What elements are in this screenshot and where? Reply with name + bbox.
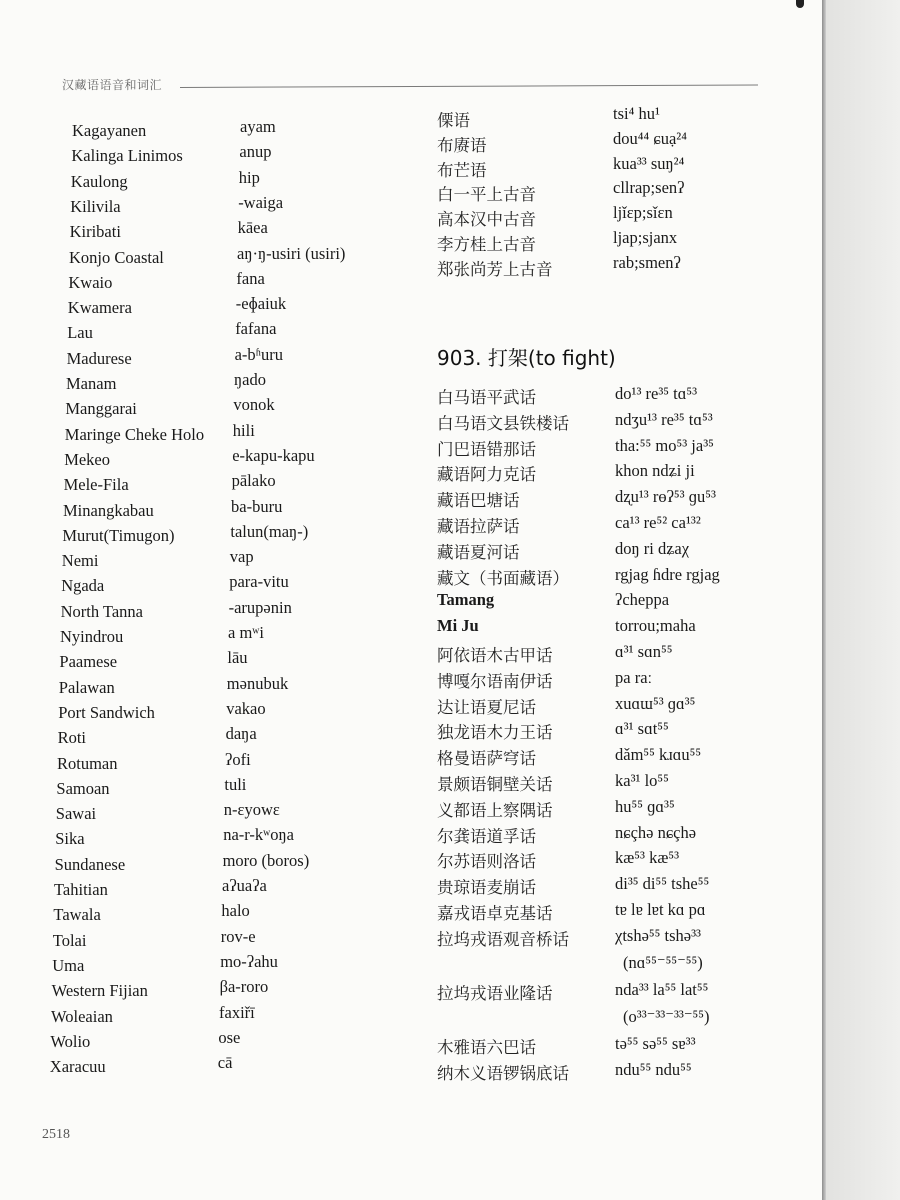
language-name-zh: 白马语文县铁楼话 [437, 413, 569, 433]
language-name: Mele-Fila [63, 475, 129, 495]
language-name-zh: 独龙语木力王话 [437, 723, 553, 743]
word-form: a mʷi [228, 623, 264, 642]
word-form: -arupənin [228, 597, 292, 617]
language-name: Tolai [52, 930, 87, 950]
word-form: dou⁴⁴ ɕuạ²⁴ [613, 128, 687, 148]
language-name: Konjo Coastal [69, 247, 164, 267]
word-form: ɑ³¹ sɑt⁵⁵ [615, 719, 669, 739]
language-name-zh: 纳木义语锣锅底话 [437, 1063, 569, 1083]
word-form: doŋ ri dʑaχ [615, 538, 690, 558]
word-form: para-vitu [229, 572, 289, 592]
word-form: khon ndʑi ji [615, 461, 695, 481]
language-name: Lau [67, 323, 93, 343]
language-name-zh: Tamang [437, 590, 495, 610]
language-name-zh: 尔龚语道孚话 [437, 826, 536, 846]
language-name-zh: Mi Ju [437, 616, 479, 636]
page-number: 2518 [42, 1127, 70, 1142]
word-form: ʔofi [225, 749, 251, 769]
language-name: Kalinga Linimos [71, 146, 183, 166]
word-form: tha:⁵⁵ mo⁵³ ja³⁵ [615, 435, 714, 455]
word-form: tuli [224, 774, 247, 794]
language-name: Roti [57, 728, 87, 748]
word-form: ŋado [234, 370, 266, 389]
word-form: βa-roro [219, 977, 269, 997]
language-name-zh: 傈语 [437, 111, 470, 130]
word-form: ca¹³ re⁵² ca¹³² [615, 513, 701, 532]
language-name: Xaracuu [49, 1057, 106, 1077]
word-form: rab;smenʔ [613, 252, 681, 272]
language-name-zh: 博嘎尔语南伊话 [437, 671, 553, 691]
word-form: kua³³ suŋ²⁴ [613, 153, 685, 173]
word-form: rgjag ɦdre rgjag [615, 564, 720, 584]
word-form: kāea [237, 218, 268, 238]
language-name: Mekeo [64, 449, 111, 469]
language-name: Uma [52, 955, 85, 975]
language-name-zh: 布芒语 [437, 160, 487, 180]
word-form: e-kapu-kapu [232, 445, 315, 465]
language-name: Manggarai [65, 399, 137, 419]
word-form: dǎm⁵⁵ kɹɑu⁵⁵ [615, 745, 702, 765]
word-form: ba-buru [231, 496, 283, 516]
word-form: ɑ³¹ sɑn⁵⁵ [615, 642, 673, 661]
language-name-zh: 景颇语铜壁关话 [437, 775, 553, 794]
running-header: 汉藏语语音和词汇 [62, 78, 163, 92]
language-name-zh: 藏语拉萨话 [437, 517, 520, 536]
word-form: dʐu¹³ rɵʔ⁵³ ɡu⁵³ [615, 487, 716, 507]
word-form: rov-e [220, 926, 256, 946]
language-name-zh: 尔苏语则洛话 [437, 852, 536, 872]
language-name: Western Fijian [51, 981, 148, 1001]
language-name: Kagayanen [72, 121, 147, 140]
language-name: Palawan [58, 677, 115, 697]
language-name-zh: 藏文（书面藏语） [437, 568, 569, 588]
word-form: fafana [235, 319, 277, 339]
language-name-zh: 贵琼语麦崩话 [437, 878, 536, 898]
language-name: Port Sandwich [58, 702, 155, 722]
language-name-zh: 阿依语木古甲话 [437, 646, 553, 665]
word-form: hip [238, 167, 260, 187]
language-name-zh: 拉坞戎语业隆话 [437, 983, 553, 1003]
word-form: fana [236, 268, 265, 288]
word-form: halo [221, 901, 250, 921]
word-form: aʔuaʔa [222, 876, 267, 895]
header-rule [180, 84, 758, 88]
language-name-zh: 嘉戎语卓克基话 [437, 904, 553, 923]
word-form: nda³³ la⁵⁵ lat⁵⁵ [615, 979, 709, 999]
language-name-zh: 郑张尚芳上古音 [437, 259, 553, 279]
word-form: daŋa [225, 724, 257, 744]
word-form: vap [229, 547, 254, 567]
word-form: xuɑɯ⁵³ ɡɑ³⁵ [615, 693, 696, 713]
language-name: Kilivila [70, 196, 121, 216]
language-name: Minangkabau [63, 500, 154, 520]
language-name: Nemi [61, 551, 99, 571]
word-form: tɐ lɐ lɐt kɑ pɑ [615, 900, 706, 919]
language-name-zh: 格曼语萨穹话 [437, 749, 536, 769]
language-name: Murut(Timugon) [62, 525, 175, 545]
word-form: χtshə⁵⁵ tshə³³ [615, 925, 702, 945]
language-name-zh: 拉坞戎语观音桥话 [437, 929, 569, 949]
language-name-zh: 藏语夏河话 [437, 542, 520, 562]
language-name: Wolio [50, 1031, 91, 1051]
word-form: cā [217, 1053, 233, 1073]
language-name: Kwamera [67, 298, 132, 318]
language-name: Paamese [59, 652, 118, 672]
word-form: -waiga [238, 192, 284, 212]
section-title: 903. 打架(to fight) [437, 346, 616, 370]
word-form: ljap;sjanx [613, 228, 678, 247]
word-form: di³⁵ di⁵⁵ tshe⁵⁵ [615, 874, 710, 894]
word-form: moro (boros) [222, 850, 310, 870]
language-name: Sundanese [54, 854, 126, 874]
word-form: vonok [233, 395, 275, 415]
word-form: ljǐɛp;sǐɛn [613, 203, 673, 223]
word-form: aŋ·ŋ-usiri (usiri) [237, 243, 346, 263]
language-name-zh: 白马语平武话 [437, 388, 536, 407]
word-form: -eɸaiuk [235, 294, 287, 314]
language-name: Kiribati [69, 222, 121, 242]
word-form: hili [232, 420, 255, 440]
word-form: ʔcheppa [615, 590, 670, 610]
language-name-zh: 布赓语 [437, 135, 487, 155]
word-form: torrou;maha [615, 616, 696, 636]
word-form: ndʒu¹³ re³⁵ tɑ⁵³ [615, 409, 713, 429]
word-form: kæ⁵³ kæ⁵³ [615, 848, 680, 868]
language-name-zh: 白一平上古音 [437, 185, 536, 205]
word-form: nɕçhə nɕçhə [615, 822, 697, 842]
language-name: Woleaian [51, 1006, 113, 1026]
word-form: hu⁵⁵ ɡɑ³⁵ [615, 796, 675, 816]
language-name-zh: 门巴语错那话 [437, 439, 536, 459]
word-form: pa raː [615, 667, 653, 687]
language-name: Sawai [55, 804, 97, 824]
word-form: a-bʱuru [234, 344, 283, 364]
word-form: na-r-kʷoŋa [223, 825, 294, 845]
page-corner-mark [796, 0, 804, 8]
language-name-zh: 达让语夏尼话 [437, 697, 536, 717]
word-form: talun(maŋ-) [230, 521, 309, 541]
language-name: Tahitian [54, 880, 108, 899]
word-form-extra: (o³³⁻³³⁻³³⁻⁵⁵) [623, 1006, 710, 1026]
language-name: North Tanna [60, 601, 143, 621]
language-name: Ngada [61, 576, 105, 596]
language-name: Sika [55, 829, 85, 849]
word-form: mo-ʔahu [220, 951, 278, 971]
word-form: cllrap;senʔ [613, 178, 685, 198]
word-form: tə⁵⁵ sə⁵⁵ sɐ³³ [615, 1033, 696, 1053]
language-name-zh: 高本汉中古音 [437, 210, 536, 230]
language-name: Tawala [53, 905, 101, 925]
language-name-zh: 藏语阿力克话 [437, 465, 536, 485]
word-form: lāu [227, 648, 248, 668]
language-name: Kwaio [68, 272, 113, 292]
word-form: ndu⁵⁵ ndu⁵⁵ [615, 1059, 692, 1079]
word-form: vakao [226, 698, 266, 718]
language-name-zh: 李方桂上古音 [437, 235, 536, 254]
background-surface [826, 0, 900, 1200]
word-form: ka³¹ lo⁵⁵ [615, 771, 669, 790]
word-form-extra: (nɑ⁵⁵⁻⁵⁵⁻⁵⁵) [623, 952, 703, 972]
word-form: faxiřī [219, 1002, 255, 1022]
language-name: Nyindrou [60, 627, 124, 646]
language-name: Rotuman [57, 753, 118, 773]
language-name-zh: 藏语巴塘话 [437, 491, 520, 511]
word-form: tsi⁴ hu¹ [613, 104, 660, 123]
language-name: Madurese [66, 348, 132, 368]
language-name: Samoan [56, 778, 110, 798]
word-form: do¹³ re³⁵ tɑ⁵³ [615, 384, 698, 403]
word-form: ose [218, 1027, 241, 1047]
language-name: Manam [66, 374, 117, 393]
word-form: ayam [240, 117, 276, 136]
word-form: pālako [231, 471, 276, 491]
language-name-zh: 义都语上察隅话 [437, 800, 553, 820]
word-form: n-ɛyowɛ [223, 800, 280, 820]
word-form: mənubuk [226, 673, 289, 693]
language-name: Kaulong [70, 171, 128, 191]
word-form: anup [239, 142, 272, 162]
language-name-zh: 木雅语六巴话 [437, 1037, 536, 1057]
language-name: Maringe Cheke Holo [64, 424, 205, 444]
